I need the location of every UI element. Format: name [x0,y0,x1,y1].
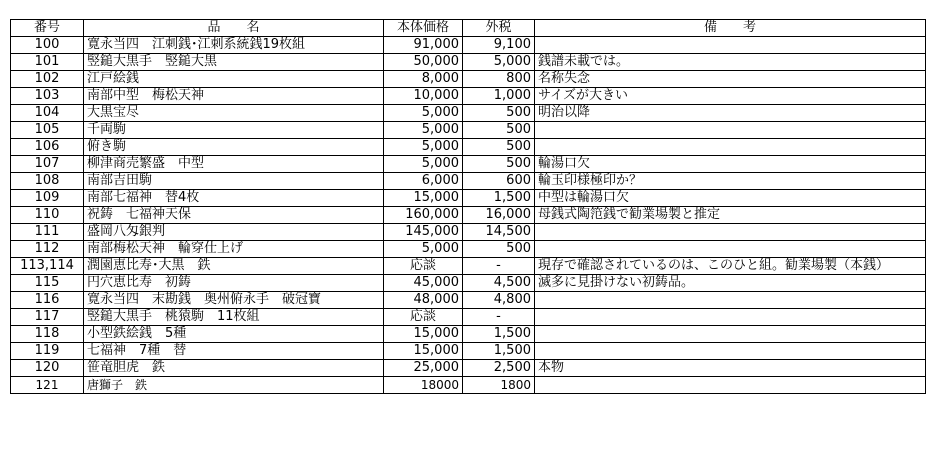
cell-tax: 500 [463,241,535,258]
table-row [11,224,926,241]
cell-name: 柳津商売繁盛 中型 [84,156,384,173]
cell-tax: 1,500 [463,343,535,360]
cell-note: 中型は輪湯口欠 [535,190,926,207]
table-row [11,37,926,54]
table-row [11,241,926,258]
cell-number: 101 [11,54,84,71]
cell-price: 5,000 [384,139,463,156]
cell-name: 南部吉田駒 [84,173,384,190]
table-row [11,309,926,326]
cell-name: 大黒宝尽 [84,105,384,122]
cell-tax: 600 [463,173,535,190]
cell-note [535,343,926,360]
cell-name: 竪鎚大黒手 竪鎚大黒 [84,54,384,71]
table-body [11,37,926,394]
cell-number: 103 [11,88,84,105]
cell-note: 輪湯口欠 [535,156,926,173]
table-row [11,326,926,343]
cell-name: 南部七福神 替4枚 [84,190,384,207]
header-name: 品 名 [84,20,384,37]
cell-number: 107 [11,156,84,173]
table-row [11,88,926,105]
cell-tax: - [463,258,535,275]
cell-price: 15,000 [384,326,463,343]
cell-name: 潤園恵比寿･大黒 鉄 [84,258,384,275]
cell-number: 105 [11,122,84,139]
cell-tax: 4,500 [463,275,535,292]
table-row [11,377,926,394]
cell-name: 笹竜胆虎 鉄 [84,360,384,377]
cell-name: 千両駒 [84,122,384,139]
cell-price: 応談 [384,309,463,326]
header-tax: 外税 [463,20,535,37]
table-row [11,343,926,360]
cell-price: 160,000 [384,207,463,224]
cell-number: 102 [11,71,84,88]
cell-number: 100 [11,37,84,54]
table-row [11,173,926,190]
cell-tax: 4,800 [463,292,535,309]
header-row [11,20,926,37]
price-list-table [10,19,926,394]
cell-number: 116 [11,292,84,309]
cell-name: 南部中型 梅松天神 [84,88,384,105]
cell-tax: 800 [463,71,535,88]
cell-tax: 14,500 [463,224,535,241]
cell-price: 145,000 [384,224,463,241]
cell-note: 名称失念 [535,71,926,88]
cell-price: 8,000 [384,71,463,88]
cell-tax: 9,100 [463,37,535,54]
cell-price: 25,000 [384,360,463,377]
cell-name: 小型鉄絵銭 5種 [84,326,384,343]
cell-note [535,241,926,258]
cell-number: 118 [11,326,84,343]
cell-tax: 500 [463,139,535,156]
cell-note: サイズが大きい [535,88,926,105]
cell-name: 唐獅子 鉄 [84,377,384,394]
cell-tax: 1,500 [463,326,535,343]
cell-number: 106 [11,139,84,156]
cell-tax: - [463,309,535,326]
cell-number: 113,114 [11,258,84,275]
cell-number: 110 [11,207,84,224]
cell-price: 10,000 [384,88,463,105]
table-row [11,292,926,309]
cell-price: 5,000 [384,122,463,139]
table-row [11,54,926,71]
cell-price: 91,000 [384,37,463,54]
cell-price: 45,000 [384,275,463,292]
cell-tax: 500 [463,105,535,122]
cell-note: 輪玉印様極印か？ [535,173,926,190]
cell-name: 円穴恵比寿 初鋳 [84,275,384,292]
cell-note: 滅多に見掛けない初鋳品。 [535,275,926,292]
cell-price: 18000 [384,377,463,394]
cell-note [535,224,926,241]
cell-number: 108 [11,173,84,190]
table-row [11,122,926,139]
cell-price: 15,000 [384,190,463,207]
cell-number: 120 [11,360,84,377]
table-row [11,105,926,122]
cell-name: 江戸絵銭 [84,71,384,88]
table-row [11,207,926,224]
cell-price: 48,000 [384,292,463,309]
cell-note: 本物 [535,360,926,377]
cell-note [535,139,926,156]
header-price: 本体価格 [384,20,463,37]
table-row [11,156,926,173]
cell-tax: 1,000 [463,88,535,105]
cell-note [535,326,926,343]
cell-tax: 1,500 [463,190,535,207]
cell-name: 寛永当四 末勘銭 奥州俯永手 破冠寶 [84,292,384,309]
cell-name: 俯き駒 [84,139,384,156]
cell-number: 109 [11,190,84,207]
cell-note [535,309,926,326]
cell-name: 七福神 7種 替 [84,343,384,360]
cell-price: 50,000 [384,54,463,71]
table-row [11,360,926,377]
cell-note [535,377,926,394]
table-header [11,20,926,37]
cell-price: 5,000 [384,241,463,258]
cell-tax: 2,500 [463,360,535,377]
cell-price: 6,000 [384,173,463,190]
cell-note: 銭譜未載では。 [535,54,926,71]
cell-name: 寛永当四 江刺銭･江刺系統銭19枚組 [84,37,384,54]
cell-tax: 16,000 [463,207,535,224]
cell-number: 121 [11,377,84,394]
table-row [11,71,926,88]
cell-tax: 5,000 [463,54,535,71]
cell-number: 112 [11,241,84,258]
table-row [11,139,926,156]
cell-name: 盛岡八匁銀判 [84,224,384,241]
cell-name: 南部梅松天神 輪穿仕上げ [84,241,384,258]
cell-name: 竪鎚大黒手 桃猿駒 11枚組 [84,309,384,326]
cell-price: 応談 [384,258,463,275]
cell-tax: 1800 [463,377,535,394]
cell-note: 現存で確認されているのは、このひと組。勧業場製（本銭） [535,258,926,275]
cell-note [535,122,926,139]
cell-price: 5,000 [384,105,463,122]
cell-number: 115 [11,275,84,292]
table-row [11,275,926,292]
cell-number: 119 [11,343,84,360]
cell-note: 母銭式陶笵銭で勧業場製と推定 [535,207,926,224]
cell-tax: 500 [463,122,535,139]
table-row [11,190,926,207]
table-row [11,258,926,275]
header-number: 番号 [11,20,84,37]
cell-price: 15,000 [384,343,463,360]
cell-number: 117 [11,309,84,326]
cell-tax: 500 [463,156,535,173]
cell-name: 祝鋳 七福神天保 [84,207,384,224]
cell-number: 104 [11,105,84,122]
cell-note [535,292,926,309]
cell-note: 明治以降 [535,105,926,122]
header-note: 備 考 [535,20,926,37]
cell-number: 111 [11,224,84,241]
cell-note [535,37,926,54]
cell-price: 5,000 [384,156,463,173]
